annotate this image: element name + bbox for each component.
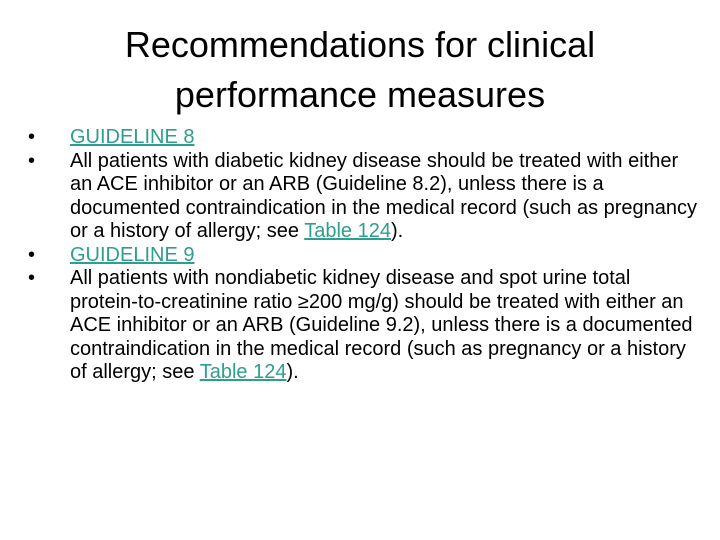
bullet-guideline-9-text bbox=[28, 267, 698, 385]
bullet-guideline-8 bbox=[28, 126, 698, 150]
bullet-list bbox=[28, 126, 698, 385]
table-124-link-1[interactable]: Table 124 bbox=[304, 220, 391, 242]
bullet-guideline-8-text bbox=[28, 150, 698, 244]
guideline-8-link[interactable]: GUIDELINE 8 bbox=[70, 126, 195, 148]
slide-title-line-1: Recommendations for clinical bbox=[124, 24, 596, 65]
slide-title bbox=[60, 20, 660, 120]
bullet-marker: • bbox=[28, 243, 36, 266]
guideline-9-link[interactable]: GUIDELINE 9 bbox=[70, 243, 195, 266]
guideline-8-text-end: ). bbox=[390, 220, 404, 242]
slide-title-line-2: performance measures bbox=[174, 74, 546, 115]
bullet-guideline-9 bbox=[28, 244, 698, 268]
guideline-8-text: All patients with diabetic kidney disease should be treated with either an ACE inhibitor or an ARB (Guideline 8.2), unless there is a documented contraindication in the medical record (such as pregnancy or a history of allergy; see bbox=[70, 149, 698, 242]
bullet-marker: • bbox=[28, 126, 36, 148]
guideline-9-text: All patients with nondiabetic kidney disease and spot urine total protein-to-creatinine ratio ≥200 mg/g) should be treated with either an ACE inhibitor or an ARB (Guideline 9.2), unless there is a documented contraindication in the medical record (such as pregnancy or a history of allergy; see bbox=[70, 267, 693, 383]
bullet-marker: • bbox=[28, 267, 36, 289]
table-124-link-2[interactable]: Table 124 bbox=[199, 361, 287, 383]
guideline-9-text-end: ). bbox=[286, 361, 299, 383]
bullet-marker: • bbox=[28, 149, 36, 172]
